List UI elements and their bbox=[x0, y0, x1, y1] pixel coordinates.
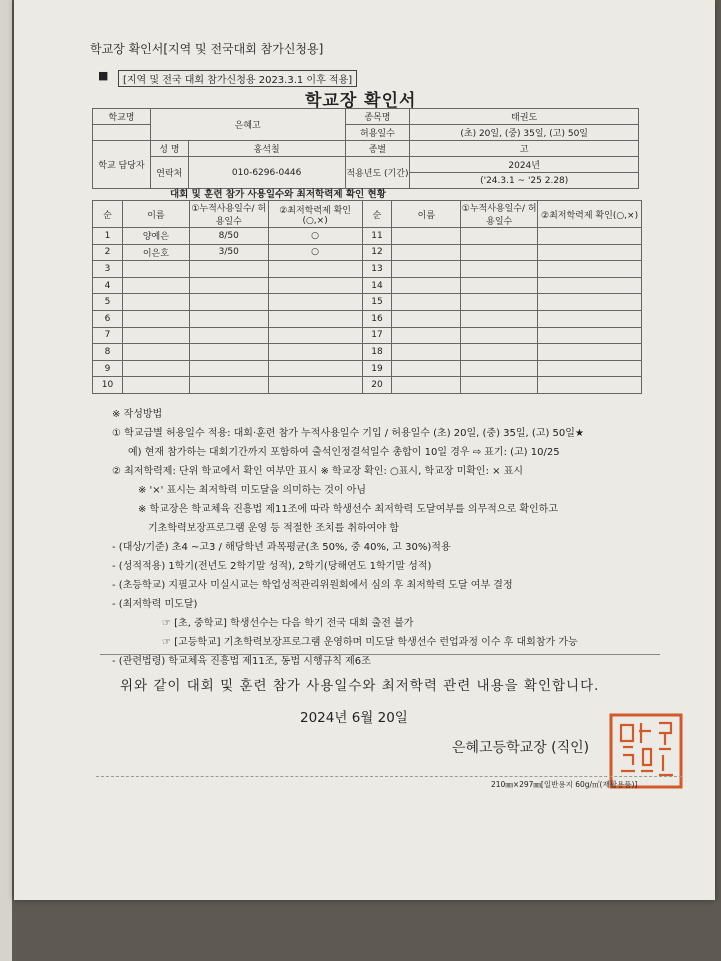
used-days bbox=[189, 377, 268, 394]
used-days bbox=[189, 261, 268, 278]
instruction-line: 기초학력보장프로그램 운영 등 적절한 조치를 취하여야 함 bbox=[148, 523, 399, 534]
notice-box: [지역 및 전국 대회 참가신청용 2023.3.1 이후 적용] bbox=[118, 70, 357, 87]
instruction-line: - (대상/기준) 초4 ~고3 / 해당학년 과목평균(초 50%, 중 40%, 고 30%)적용 bbox=[112, 542, 451, 553]
academic-check bbox=[538, 244, 642, 261]
academic-check bbox=[538, 344, 642, 361]
used-days bbox=[189, 327, 268, 344]
student-name bbox=[392, 360, 461, 377]
student-name bbox=[122, 261, 189, 278]
student-name bbox=[122, 344, 189, 361]
divider bbox=[96, 776, 682, 777]
student-name bbox=[122, 277, 189, 294]
used-days bbox=[189, 310, 268, 327]
event-value: 태권도 bbox=[410, 109, 639, 125]
under-sheet bbox=[0, 0, 12, 961]
header-academic: ②최저학력제 확인(○,×) bbox=[538, 201, 642, 228]
status-subtitle: 대회 및 훈련 참가 사용일수와 최저학력제 확인 현황 bbox=[170, 189, 386, 200]
academic-check bbox=[268, 360, 362, 377]
used-days: 3/50 bbox=[189, 244, 268, 261]
row-number: 1 bbox=[93, 228, 123, 245]
row-number: 2 bbox=[93, 244, 123, 261]
instruction-line: ☞ [초, 중학교] 학생선수는 다음 학기 전국 대회 출전 불가 bbox=[162, 618, 414, 629]
instruction-line: ① 학교급별 허용일수 적용: 대회·훈련 참가 누적사용일수 기입 / 허용일수 (초) 20일, (중) 35일, (고) 50일★ bbox=[112, 428, 584, 439]
instruction-line: - (성적적용) 1학기(전년도 2학기말 성적), 2학기(당해연도 1학기말 성적) bbox=[112, 561, 432, 572]
category-label: 종별 bbox=[345, 141, 410, 157]
row-number: 15 bbox=[362, 294, 392, 311]
row-number: 20 bbox=[362, 377, 392, 394]
used-days bbox=[461, 310, 538, 327]
student-name: 이은호 bbox=[122, 244, 189, 261]
table-row bbox=[93, 327, 642, 344]
academic-check: ○ bbox=[268, 244, 362, 261]
student-name: 양예은 bbox=[122, 228, 189, 245]
instruction-line: ※ 작성방법 bbox=[112, 409, 163, 420]
header-no: 순 bbox=[362, 201, 392, 228]
student-name bbox=[392, 228, 461, 245]
instructions bbox=[112, 405, 672, 671]
table-row bbox=[93, 310, 642, 327]
row-number: 17 bbox=[362, 327, 392, 344]
academic-check: ○ bbox=[268, 228, 362, 245]
used-days bbox=[461, 228, 538, 245]
used-days bbox=[461, 277, 538, 294]
used-days bbox=[461, 377, 538, 394]
academic-check bbox=[268, 377, 362, 394]
table-row bbox=[93, 294, 642, 311]
row-number: 13 bbox=[362, 261, 392, 278]
table-row bbox=[93, 228, 642, 245]
row-number: 9 bbox=[93, 360, 123, 377]
days-value: (초) 20일, (중) 35일, (고) 50일 bbox=[410, 125, 639, 141]
confirmation-text: 위와 같이 대회 및 훈련 참가 사용일수와 최저학력 관련 내용을 확인합니다. bbox=[120, 678, 600, 694]
row-number: 12 bbox=[362, 244, 392, 261]
student-name bbox=[122, 377, 189, 394]
student-name bbox=[392, 377, 461, 394]
academic-check bbox=[268, 277, 362, 294]
student-name bbox=[122, 360, 189, 377]
issue-date: 2024년 6월 20일 bbox=[300, 710, 408, 726]
info-table bbox=[92, 108, 639, 189]
used-days bbox=[461, 344, 538, 361]
student-name bbox=[392, 327, 461, 344]
category-value: 고 bbox=[410, 141, 639, 157]
instruction-line: - (관련법령) 학교체육 진흥법 제11조, 동법 시행규칙 제6조 bbox=[112, 656, 371, 667]
row-number: 7 bbox=[93, 327, 123, 344]
header-academic: ②최저학력제 확인(○,×) bbox=[268, 201, 362, 228]
name-value: 홍석칠 bbox=[188, 141, 345, 157]
form-header: 학교장 확인서[지역 및 전국대회 참가신청용] bbox=[90, 42, 324, 56]
row-number: 3 bbox=[93, 261, 123, 278]
instruction-line: ② 최저학력제: 단위 학교에서 확인 여부만 표시 ※ 학교장 확인: ○표시, 학교장 미확인: × 표시 bbox=[112, 466, 524, 477]
days-label: 허용일수 bbox=[345, 125, 410, 141]
academic-check bbox=[268, 261, 362, 278]
used-days bbox=[461, 261, 538, 278]
student-name bbox=[392, 294, 461, 311]
academic-check bbox=[538, 228, 642, 245]
instruction-line: - (최저학력 미도달) bbox=[112, 599, 198, 610]
document-title: 학교장 확인서 bbox=[305, 91, 417, 111]
school-name: 은혜고 bbox=[150, 109, 345, 141]
manager-label: 학교 담당자 bbox=[93, 141, 151, 189]
school-label: 학교명 bbox=[93, 109, 151, 125]
school-label-blank bbox=[93, 125, 151, 141]
divider bbox=[100, 654, 660, 655]
academic-check bbox=[538, 327, 642, 344]
used-days bbox=[461, 327, 538, 344]
academic-check bbox=[268, 327, 362, 344]
instruction-line: - (초등학교) 지필고사 미실시교는 학업성적관리위원회에서 심의 후 최저학력 도달 여부 결정 bbox=[112, 580, 513, 591]
principal-signature: 은혜고등학교장 (직인) bbox=[452, 740, 590, 756]
notice-marker: ■ bbox=[98, 69, 109, 82]
header-no: 순 bbox=[93, 201, 123, 228]
used-days bbox=[461, 360, 538, 377]
year-value: 2024년 bbox=[410, 157, 639, 173]
table-row bbox=[93, 360, 642, 377]
instruction-line: 예) 현재 참가하는 대회기간까지 포함하여 출석인정결석일수 총합이 10일 경우 ⇨ 표기: (고) 10/25 bbox=[128, 447, 560, 458]
row-number: 5 bbox=[93, 294, 123, 311]
contact-label: 연락처 bbox=[150, 157, 188, 189]
row-number: 10 bbox=[93, 377, 123, 394]
student-name bbox=[392, 344, 461, 361]
student-name bbox=[122, 310, 189, 327]
academic-check bbox=[538, 360, 642, 377]
used-days: 8/50 bbox=[189, 228, 268, 245]
academic-check bbox=[538, 261, 642, 278]
row-number: 14 bbox=[362, 277, 392, 294]
used-days bbox=[461, 294, 538, 311]
table-row bbox=[93, 377, 642, 394]
academic-check bbox=[268, 294, 362, 311]
table-row bbox=[93, 277, 642, 294]
student-name bbox=[122, 327, 189, 344]
header-days: ①누적사용일수/ 허용일수 bbox=[461, 201, 538, 228]
row-number: 16 bbox=[362, 310, 392, 327]
paper-spec: 210㎜×297㎜[일반용지 60g/㎡(재활용품)] bbox=[491, 780, 638, 789]
used-days bbox=[189, 277, 268, 294]
instruction-line: ☞ [고등학교] 기초학력보장프로그램 운영하며 미도달 학생선수 런업과정 이수 후 대회참가 가능 bbox=[162, 637, 578, 648]
used-days bbox=[189, 294, 268, 311]
status-table bbox=[92, 200, 642, 394]
academic-check bbox=[268, 344, 362, 361]
row-number: 18 bbox=[362, 344, 392, 361]
header-days: ①누적사용일수/ 허용일수 bbox=[189, 201, 268, 228]
row-number: 6 bbox=[93, 310, 123, 327]
used-days bbox=[189, 360, 268, 377]
year-label: 적용년도 (기간) bbox=[345, 157, 410, 189]
used-days bbox=[461, 244, 538, 261]
row-number: 4 bbox=[93, 277, 123, 294]
used-days bbox=[189, 344, 268, 361]
name-label: 성 명 bbox=[150, 141, 188, 157]
period-value: ('24.3.1 ~ '25 2.28) bbox=[410, 173, 639, 189]
academic-check bbox=[538, 310, 642, 327]
header-name: 이름 bbox=[122, 201, 189, 228]
contact-value: 010-6296-0446 bbox=[188, 157, 345, 189]
academic-check bbox=[538, 377, 642, 394]
table-row bbox=[93, 344, 642, 361]
instruction-line: ※ '×' 표시는 최저학력 미도달을 의미하는 것이 아님 bbox=[138, 485, 367, 496]
row-number: 11 bbox=[362, 228, 392, 245]
row-number: 19 bbox=[362, 360, 392, 377]
student-name bbox=[122, 294, 189, 311]
academic-check bbox=[538, 277, 642, 294]
header-name: 이름 bbox=[392, 201, 461, 228]
academic-check bbox=[268, 310, 362, 327]
student-name bbox=[392, 261, 461, 278]
student-name bbox=[392, 244, 461, 261]
student-name bbox=[392, 310, 461, 327]
student-name bbox=[392, 277, 461, 294]
row-number: 8 bbox=[93, 344, 123, 361]
academic-check bbox=[538, 294, 642, 311]
event-label: 종목명 bbox=[345, 109, 410, 125]
table-row bbox=[93, 244, 642, 261]
table-row bbox=[93, 261, 642, 278]
instruction-line: ※ 학교장은 학교체육 진흥법 제11조에 따라 학생선수 최저학력 도달여부를 의무적으로 확인하고 bbox=[138, 504, 558, 515]
